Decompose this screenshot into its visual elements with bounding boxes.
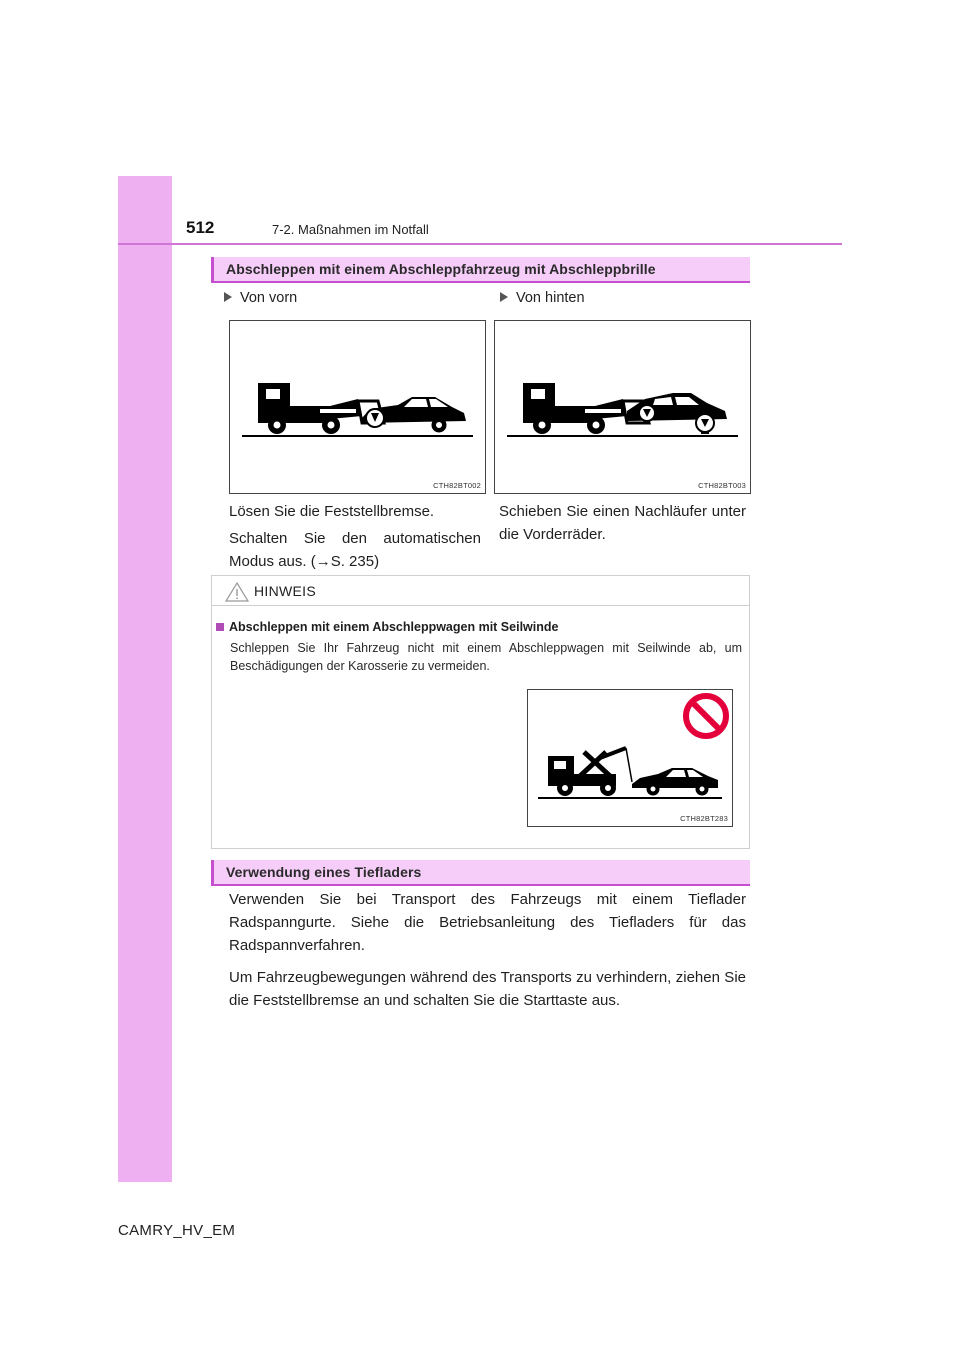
square-bullet-icon — [216, 623, 224, 631]
flatbed-instructions — [229, 888, 746, 1016]
figure-code: CTH82BT002 — [433, 481, 481, 490]
instructions-rear — [499, 500, 746, 550]
chapter-sidebar-tab — [118, 176, 172, 1182]
figure-tow-rear — [494, 320, 751, 494]
figure-code: CTH82BT003 — [698, 481, 746, 490]
notice-subheading: Abschleppen mit einem Abschleppwagen mit Seilwinde — [216, 620, 558, 634]
section-heading-text: Abschleppen mit einem Abschleppfahrzeug mit Abschleppbrille — [226, 261, 656, 277]
section-heading-tow-truck — [211, 257, 750, 283]
notice-text: Schleppen Sie Ihr Fahrzeug nicht mit einem Abschleppwagen mit Seilwinde ab, um Beschädigungen der Karosserie zu vermeiden. — [230, 641, 742, 673]
triangle-right-icon — [500, 292, 508, 302]
section-heading-flatbed — [211, 860, 750, 886]
header-divider — [118, 243, 842, 245]
triangle-right-icon — [224, 292, 232, 302]
notice-title: HINWEIS — [254, 583, 316, 599]
page-number: 512 — [186, 218, 215, 237]
section-heading-text: Verwendung eines Tiefladers — [226, 864, 422, 880]
label-from-rear: Von hinten — [500, 290, 585, 306]
warning-triangle-icon — [225, 582, 249, 602]
tow-truck-front-illustration — [230, 321, 486, 494]
label-from-front: Von vorn — [224, 290, 297, 306]
figure-tow-front — [229, 320, 486, 494]
instruction-line: Schieben Sie einen Nachläufer unter die Vorderräder. — [499, 503, 746, 543]
document-code: CAMRY_HV_EM — [118, 1222, 236, 1239]
figure-winch-prohibited — [527, 689, 733, 827]
notice-box — [211, 575, 750, 849]
instruction-line: Schalten Sie den automatischen Modus aus. (→S. 235) — [229, 530, 481, 570]
instructions-front — [229, 500, 481, 577]
chapter-title: 7-2. Maßnahmen im Notfall — [272, 222, 429, 237]
tow-truck-rear-illustration — [495, 321, 751, 494]
notice-header — [212, 576, 749, 606]
paragraph: Um Fahrzeugbewegungen während des Transports zu verhindern, ziehen Sie die Feststellbremse an und schalten Sie die Starttaste aus. — [229, 969, 746, 1009]
winch-truck-prohibited-illustration — [528, 690, 733, 827]
figure-code: CTH82BT283 — [680, 814, 728, 823]
instruction-line: Lösen Sie die Feststellbremse. — [229, 503, 435, 520]
paragraph: Verwenden Sie bei Transport des Fahrzeugs mit einem Tieflader Radspanngurte. Siehe die Betriebsanleitung des Tiefladers für das Radspannverfahren. — [229, 891, 746, 954]
